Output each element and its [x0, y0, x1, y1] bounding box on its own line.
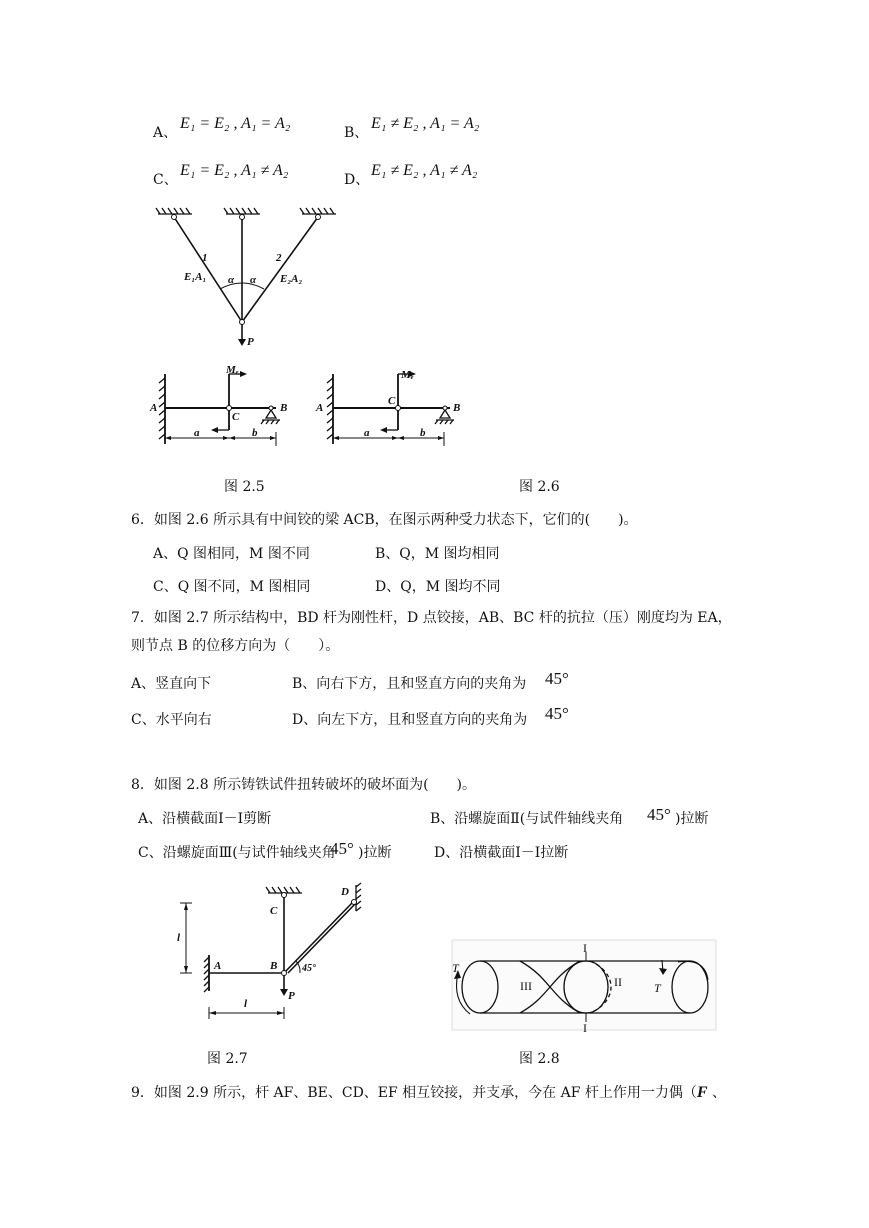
- truss-bar-2-label: 2: [276, 252, 282, 264]
- q7-option-d: D、向左下方，且和竖直方向的夹角为: [292, 712, 528, 728]
- fig28-label-i-top: I: [583, 941, 587, 955]
- fig26-dim-a: a: [364, 427, 370, 439]
- fig28-label-i-bottom: I: [583, 1021, 587, 1035]
- q6-option-b: B、Q，M 图均相同: [375, 546, 500, 562]
- fig25-caption: 图 2.5: [224, 479, 265, 495]
- fig27-label-a: A: [214, 960, 222, 972]
- figure-2-7: [176, 883, 371, 1023]
- q5-option-c-letter: C、: [153, 172, 178, 188]
- q8-option-a: A、沿横截面Ⅰ－Ⅰ剪断: [138, 811, 272, 827]
- q7-option-b-angle: 45°: [545, 669, 569, 688]
- fig25-dim-a: a: [194, 427, 200, 439]
- fig26-label-b: B: [453, 402, 461, 414]
- fig26-caption: 图 2.6: [519, 479, 560, 495]
- q7-stem-line1: 7．如图 2.7 所示结构中，BD 杆为刚性杆，D 点铰接，AB、BC 杆的抗拉（压）刚度均为 EA，: [131, 610, 732, 626]
- fig28-label-ii: II: [614, 975, 622, 989]
- fig27-label-c: C: [270, 905, 278, 917]
- q6-stem: 6．如图 2.6 所示具有中间铰的梁 ACB，在图示两种受力状态下，它们的( )。: [131, 512, 638, 528]
- fig26-label-c: C: [388, 395, 396, 407]
- q8-option-c-prefix: C、沿螺旋面Ⅲ(与试件轴线夹角: [138, 845, 336, 861]
- q8-option-b-suffix: )拉断: [675, 811, 709, 827]
- q7-stem-line2: 则节点 B 的位移方向为（ ）。: [131, 638, 340, 654]
- fig28-label-t-left: T: [452, 961, 459, 975]
- fig27-dim-l-vertical: l: [177, 932, 181, 944]
- fig27-label-b: B: [270, 960, 278, 972]
- q8-option-c-angle: 45°: [330, 839, 354, 858]
- fig27-angle: 45°: [302, 963, 316, 974]
- fig25-label-a: A: [150, 402, 158, 414]
- q8-option-c-suffix: )拉断: [358, 845, 392, 861]
- q5-option-a-expr: E₁ = E₂ , A₁ = A₂: [180, 115, 291, 132]
- q6-option-c: C、Q 图不同，M 图相同: [153, 579, 311, 595]
- q5-option-c-expr: E₁ = E₂ , A₁ ≠ A₂: [180, 162, 289, 179]
- q8-stem: 8．如图 2.8 所示铸铁试件扭转破坏的破坏面为( )。: [131, 777, 476, 793]
- truss-bar-1-label: 1: [202, 252, 208, 264]
- fig25-dim-b: b: [252, 427, 258, 439]
- truss-bar-1: [174, 217, 242, 322]
- truss-bar-2: [242, 217, 318, 322]
- q8-option-d: D、沿横截面Ⅰ－Ⅰ拉断: [434, 845, 569, 861]
- fig25-label-b: B: [280, 402, 288, 414]
- q7-option-a: A、竖直向下: [131, 676, 212, 692]
- q9-stem-tail: 、: [707, 1085, 727, 1101]
- q9-stem: [131, 1084, 726, 1102]
- fig28-caption: 图 2.8: [519, 1051, 560, 1067]
- fig25-label-m: Mₑ: [226, 364, 239, 376]
- q8-option-b-angle: 45°: [647, 805, 671, 824]
- fig26-dim-b: b: [420, 427, 426, 439]
- figure-2-5: [144, 366, 294, 456]
- fig27-dim-l-horizontal: l: [244, 998, 248, 1010]
- fig27-label-d: D: [341, 886, 349, 898]
- q7-option-b: B、向右下方，且和竖直方向的夹角为: [292, 676, 527, 692]
- figure-2-6: [312, 366, 467, 456]
- q5-option-d-letter: D、: [344, 172, 370, 188]
- q5-option-b-letter: B、: [344, 125, 369, 141]
- fig25-label-c: C: [232, 411, 240, 423]
- fig26-label-m: Mₑ: [401, 369, 414, 381]
- fig27-caption: 图 2.7: [207, 1051, 248, 1067]
- q8-option-b-prefix: B、沿螺旋面Ⅱ(与试件轴线夹角: [430, 811, 624, 827]
- truss-load-label: P: [247, 336, 254, 348]
- fig28-label-iii: III: [520, 979, 532, 993]
- fig26-label-a: A: [316, 402, 324, 414]
- fig27-label-p: P: [288, 990, 295, 1002]
- q5-option-b-expr: E₁ ≠ E₂ , A₁ = A₂: [371, 115, 480, 132]
- q6-option-a: A、Q 图相同，M 图不同: [153, 546, 310, 562]
- figure-2-8: [450, 938, 720, 1034]
- truss-alpha-right: α: [250, 274, 257, 286]
- q5-option-d-expr: E₁ ≠ E₂ , A₁ ≠ A₂: [371, 162, 478, 179]
- q9-force-symbol: F: [696, 1084, 708, 1101]
- truss-figure: [150, 205, 340, 350]
- q7-option-d-angle: 45°: [545, 704, 569, 723]
- truss-ea1-label: E₁A₁: [184, 271, 207, 283]
- fig28-label-t-right: T: [654, 981, 661, 995]
- q7-option-c: C、水平向右: [131, 712, 212, 728]
- q9-stem-text: 9．如图 2.9 所示，杆 AF、BE、CD、EF 相互铰接，并支承，今在 AF 杆上作用一力偶（: [131, 1085, 697, 1101]
- q5-option-a-letter: A、: [153, 125, 178, 141]
- truss-ea2-label: E₂A₂: [280, 273, 303, 285]
- truss-alpha-left: α: [228, 274, 235, 286]
- q6-option-d: D、Q，M 图均不同: [375, 579, 501, 595]
